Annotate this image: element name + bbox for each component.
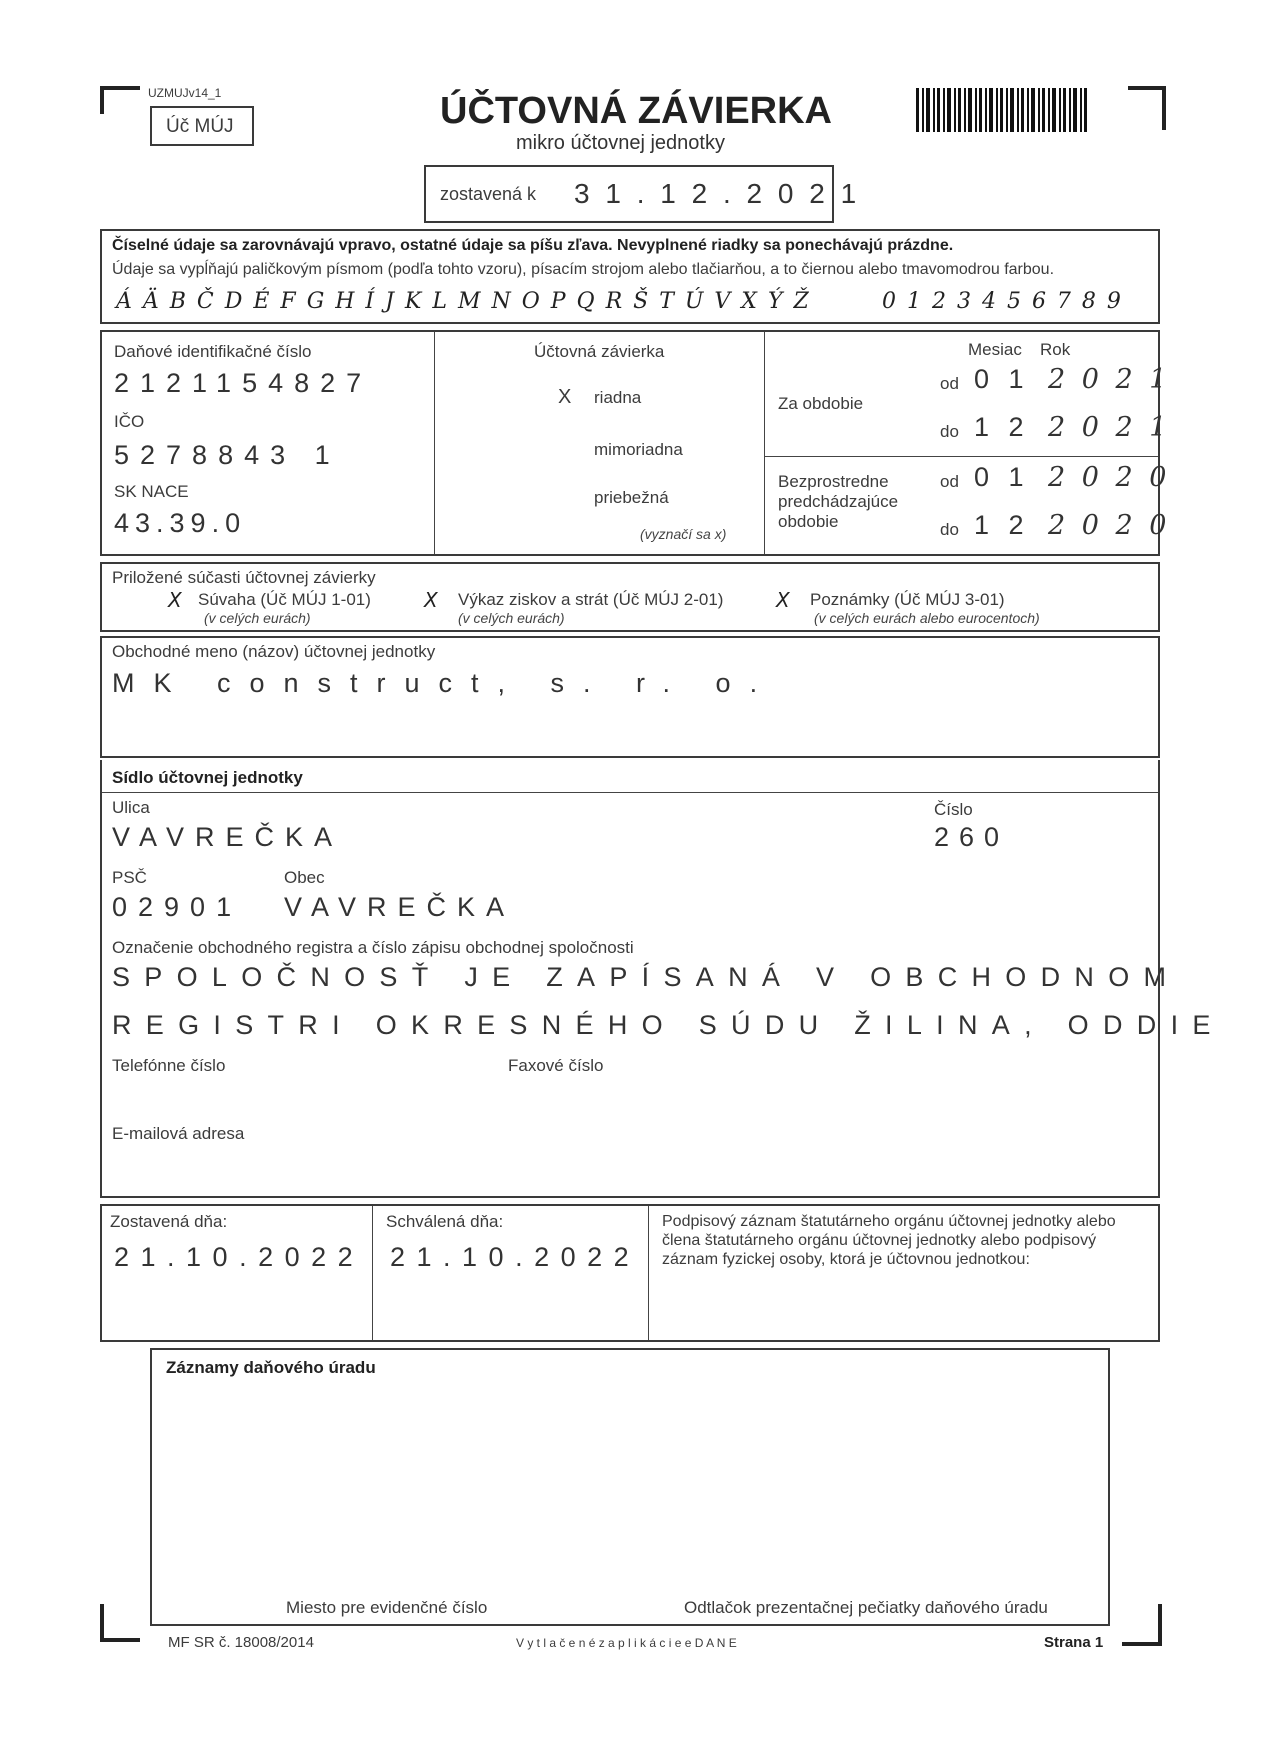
company-name-value: MK construct, s. r. o. [112, 668, 777, 698]
prev-from-month: 0 1 [974, 462, 1030, 492]
psc-label: PSČ [112, 868, 147, 887]
corner-mark-top-right [1128, 86, 1166, 130]
divider [372, 1206, 373, 1340]
tax-office-box [150, 1348, 1110, 1626]
year-label: Rok [1040, 340, 1071, 359]
registry-line1: SPOLOČNOSŤ JE ZAPÍSANÁ V OBCHODNOM [112, 962, 1181, 992]
attachment-2-name: Výkaz ziskov a strát (Úč MÚJ 2-01) [458, 590, 724, 609]
registry-label: Označenie obchodného registra a číslo zápisu obchodnej spoločnosti [112, 938, 634, 957]
option-interim: priebežná [594, 488, 669, 507]
attachment-3-mark: X [776, 588, 790, 612]
do-label: do [940, 422, 959, 441]
sample-letters: Á Ä B Č D É F G H Í J K L M N O P Q R Š T Ú V X Ý Ž [116, 289, 811, 314]
prev-to-month: 1 2 [974, 510, 1030, 540]
nace-label: SK NACE [114, 482, 189, 501]
divider [102, 792, 1158, 793]
email-label: E-mailová adresa [112, 1124, 245, 1143]
instructions-box [100, 229, 1160, 324]
divider [764, 456, 1158, 457]
ministry-code: MF SR č. 18008/2014 [168, 1634, 314, 1651]
barcode [916, 88, 1088, 132]
compiled-on-label: Zostavená dňa: [110, 1212, 228, 1231]
month-label: Mesiac [968, 340, 1022, 359]
compiled-date-label: zostavená k [440, 184, 537, 204]
instructions-line1: Číselné údaje sa zarovnávajú vpravo, ostatné údaje sa píšu zľava. Nevyplnené riadky sa ponechávajú prázdne. [112, 237, 954, 254]
option-extraordinary: mimoriadna [594, 440, 683, 459]
instructions-line2: Údaje sa vypĺňajú paličkovým písmom (podľa tohto vzoru), písacím strojom alebo tlačiarňou, a to čiernou alebo tmavomodrou farbou. [112, 261, 1055, 278]
approved-on-label: Schválená dňa: [386, 1212, 504, 1231]
company-name-box [100, 636, 1160, 758]
prev-to-year: 2 0 2 0 [1048, 510, 1171, 541]
mark-note: (vyznačí sa x) [640, 526, 727, 542]
current-period-label: Za obdobie [778, 394, 864, 413]
attachment-3-note: (v celých eurách alebo eurocentoch) [814, 610, 1040, 626]
divider [648, 1206, 649, 1340]
form-badge [150, 106, 254, 146]
compiled-on-value: 2 1 . 1 0 . 2 0 2 2 [114, 1242, 355, 1272]
current-to-year: 2 0 2 1 [1048, 412, 1171, 443]
attachment-1-note: (v celých eurách) [204, 610, 311, 626]
compiled-date-value: 3 1 . 1 2 . 2 0 2 1 [574, 178, 861, 209]
page-title: ÚČTOVNÁ ZÁVIERKA [440, 90, 832, 132]
current-to-month: 1 2 [974, 412, 1030, 442]
tax-office-label: Záznamy daňového úradu [166, 1358, 376, 1377]
company-name-label: Obchodné meno (názov) účtovnej jednotky [112, 642, 436, 661]
current-from-month: 0 1 [974, 364, 1030, 394]
evid-number-label: Miesto pre evidenčné číslo [286, 1598, 488, 1617]
seat-box [100, 760, 1225, 1198]
printed-from: V y t l a č e n é z a p l i k á c i e e D A N E [516, 1636, 737, 1650]
stamp-label: Odtlačok prezentačnej pečiatky daňového úradu [684, 1598, 1048, 1617]
attachments-box [100, 562, 1160, 632]
seat-label: Sídlo účtovnej jednotky [112, 768, 303, 787]
current-from-year: 2 0 2 1 [1048, 364, 1171, 395]
form-code: UZMUJv14_1 [148, 86, 222, 100]
corner-mark-bottom-right [1122, 1604, 1162, 1646]
identification-box [100, 330, 1171, 556]
attachment-3-name: Poznámky (Úč MÚJ 3-01) [810, 590, 1005, 609]
nace-value: 43.39.0 [114, 508, 247, 538]
prev-from-year: 2 0 2 0 [1048, 462, 1171, 493]
number-value: 260 [934, 822, 1010, 852]
attachment-1-mark: X [168, 588, 182, 612]
page-number: Strana 1 [1044, 1634, 1104, 1651]
page-subtitle: mikro účtovnej jednotky [516, 132, 725, 154]
option-regular: riadna [594, 388, 642, 407]
sample-digits: 0 1 2 3 4 5 6 7 8 9 [882, 289, 1123, 314]
phone-label: Telefónne číslo [112, 1056, 226, 1075]
statement-type-label: Účtovná závierka [534, 342, 665, 361]
prev-period-label-2: predchádzajúce [778, 492, 899, 511]
dic-label: Daňové identifikačné číslo [114, 342, 312, 361]
registry-line2: REGISTRI OKRESNÉHO SÚDU ŽILINA, ODDIE [112, 1010, 1225, 1040]
od-label: od [940, 374, 959, 393]
divider [434, 332, 435, 554]
od-label: od [940, 472, 959, 491]
street-label: Ulica [112, 798, 150, 817]
psc-value: 02901 [112, 892, 243, 922]
do-label: do [940, 520, 959, 539]
attachments-label: Priložené súčasti účtovnej závierky [112, 568, 376, 587]
signature-label: Podpisový záznam štatutárneho orgánu účtovnej jednotky alebo člena štatutárneho orgánu účtovnej jednotky alebo podpisový záznam fyzickej osoby, ktorá je účtovnou jednotkou: [662, 1213, 1116, 1268]
attachment-2-note: (v celých eurách) [458, 610, 565, 626]
approved-on-value: 2 1 . 1 0 . 2 0 2 2 [390, 1242, 631, 1272]
fax-label: Faxové číslo [508, 1056, 604, 1075]
dic-value: 2121154827 [114, 368, 373, 398]
city-value: VAVREČKA [284, 892, 516, 922]
regular-mark: X [558, 386, 572, 408]
ico-value: 5278843 1 [114, 440, 341, 470]
attachment-2-mark: X [424, 588, 438, 612]
corner-mark-bottom-left [100, 1604, 140, 1642]
prev-period-label-3: obdobie [778, 512, 839, 531]
attachment-1-name: Súvaha (Úč MÚJ 1-01) [198, 590, 371, 609]
divider [764, 332, 765, 554]
street-value: VAVREČKA [112, 822, 344, 852]
corner-mark-top-left [100, 86, 140, 114]
dates-box [100, 1204, 1160, 1342]
compiled-date-box [424, 165, 861, 223]
number-label: Číslo [934, 800, 973, 819]
city-label: Obec [284, 868, 325, 887]
prev-period-label-1: Bezprostredne [778, 472, 889, 491]
form-badge-text: Úč MÚJ [166, 116, 234, 137]
ico-label: IČO [114, 412, 145, 431]
